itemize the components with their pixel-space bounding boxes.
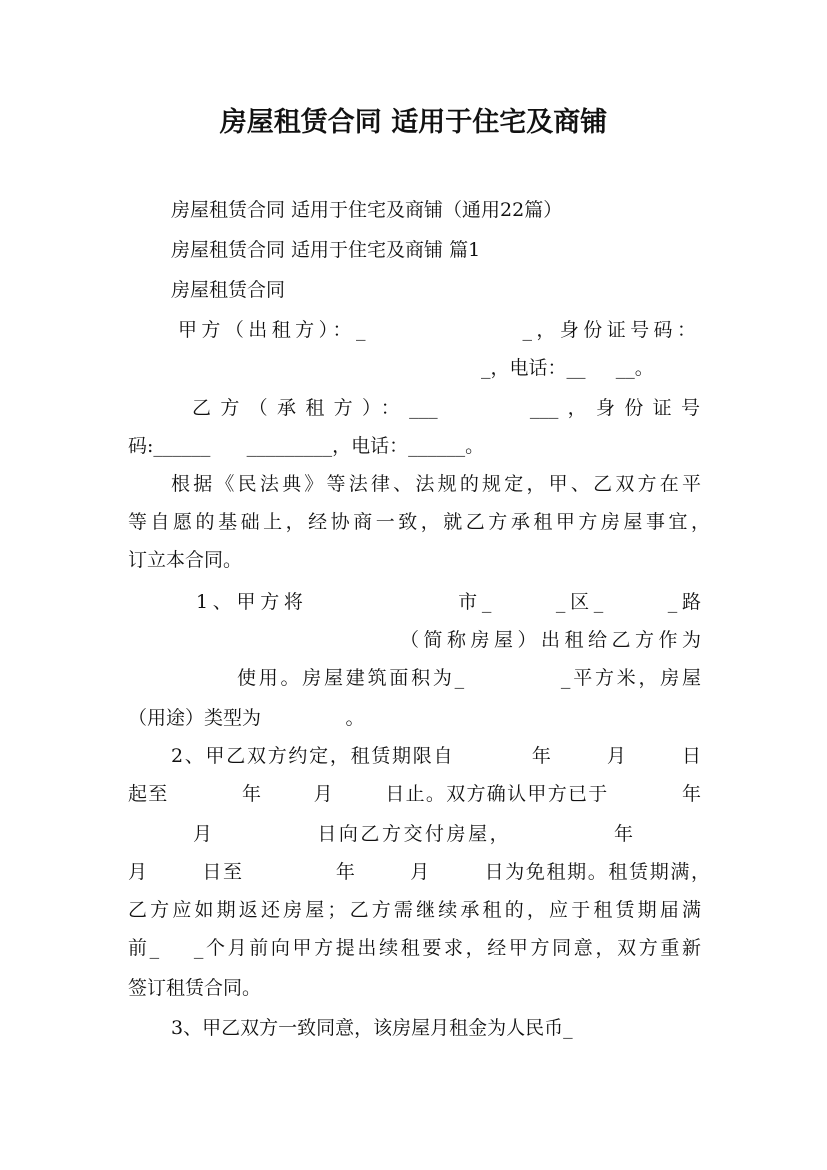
party-a-line: 甲方（出租方）：_ _，身份证号码： <box>178 319 696 341</box>
clause-2-line: 月 日向乙方交付房屋， 年 <box>193 823 633 845</box>
section-heading: 房屋租赁合同 适用于住宅及商铺 篇1 <box>171 239 481 261</box>
contract-heading: 房屋租赁合同 <box>171 279 286 301</box>
clause-2-line: 前_ _个月前向甲方提出续租要求，经甲方同意，双方重新 <box>128 937 701 959</box>
document-title: 房屋租赁合同 适用于住宅及商铺 <box>219 107 608 138</box>
clause-1-line: （用途）类型为 。 <box>128 707 365 729</box>
clause-2-line: 乙方应如期返还房屋；乙方需继续承租的，应于租赁期届满 <box>128 899 701 921</box>
clause-1-line: 使用。房屋建筑面积为_ _平方米，房屋 <box>237 667 701 689</box>
subtitle-line: 房屋租赁合同 适用于住宅及商铺（通用22篇） <box>171 199 563 221</box>
clause-1-line: 1、甲方将 市_ _区_ _路 <box>196 591 701 613</box>
party-b-line: 乙方（承租方）：___ ___，身份证号 <box>192 397 700 419</box>
clause-2-line: 签订租赁合同。 <box>128 977 262 999</box>
paragraph-line: 根据《民法典》等法律、法规的规定，甲、乙双方在平 <box>171 473 701 495</box>
clause-2-line: 2、甲乙双方约定，租赁期限自 年 月 日 <box>171 745 701 767</box>
paragraph-line: 订立本合同。 <box>128 549 243 571</box>
party-a-phone-line: _，电话：__ __。 <box>481 357 654 379</box>
party-b-id-line: 码:______ _________，电话：______。 <box>128 435 485 457</box>
clause-2-line: 月 日至 年 月 日为免租期。租赁期满， <box>128 861 710 883</box>
clause-2-line: 起至 年 月 日止。双方确认甲方已于 年 <box>128 783 701 805</box>
paragraph-line: 等自愿的基础上，经协商一致，就乙方承租甲方房屋事宜， <box>128 511 710 533</box>
clause-1-line: （简称房屋）出租给乙方作为 <box>400 629 701 651</box>
clause-3-line: 3、甲乙双方一致同意，该房屋月租金为人民币_ <box>171 1017 573 1039</box>
